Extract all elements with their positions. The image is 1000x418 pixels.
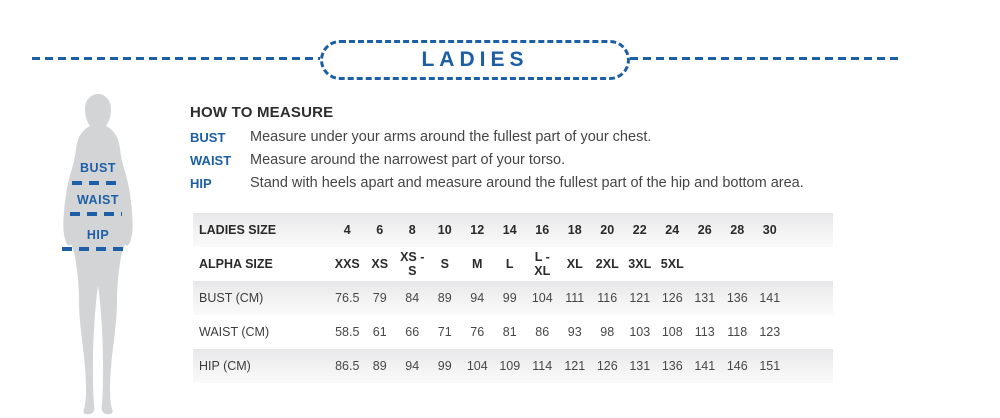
female-silhouette-graphic (46, 92, 150, 416)
table-cell: 28 (730, 223, 745, 237)
bust-instruction: Measure under your arms around the fullest part of your chest. (250, 129, 652, 145)
table-cell: 79 (372, 291, 387, 305)
table-cell: 76.5 (335, 291, 360, 305)
table-cell: 116 (597, 291, 618, 305)
table-cell: 123 (759, 325, 781, 339)
female-silhouette (46, 92, 150, 416)
bust-dashed-line (72, 181, 122, 185)
table-cell: 20 (600, 223, 615, 237)
table-cell: 12 (470, 223, 485, 237)
measure-guide (190, 104, 890, 191)
hip-dashed-line (62, 247, 128, 251)
table-cell: 126 (596, 359, 618, 373)
size-table (193, 213, 833, 383)
table-cell: 26 (697, 223, 712, 237)
figure-waist-label: WAIST (76, 193, 120, 207)
table-cell: 76 (470, 325, 485, 339)
table-row (193, 281, 833, 315)
waist-dashed-line (70, 212, 122, 216)
table-cell: 71 (437, 325, 452, 339)
table-cell: 121 (564, 359, 586, 373)
waist-instruction: Measure around the narrowest part of your torso. (250, 152, 566, 168)
table-cell: 93 (567, 325, 582, 339)
table-cell: 94 (405, 359, 420, 373)
table-cell: S (440, 257, 449, 271)
table-cell: 14 (502, 223, 517, 237)
table-cell: 2XL (595, 257, 619, 271)
table-cell: 136 (661, 359, 683, 373)
table-cell: XL (566, 257, 583, 271)
measure-instructions (190, 129, 890, 191)
table-cell: 22 (632, 223, 647, 237)
bust-label: BUST (190, 130, 226, 145)
table-cell: 104 (531, 291, 553, 305)
table-cell: 61 (372, 325, 387, 339)
hip-label: HIP (190, 176, 212, 191)
table-cell: 89 (437, 291, 452, 305)
table-cell: 141 (759, 291, 781, 305)
table-cell: 104 (466, 359, 488, 373)
table-cell: XS (371, 257, 389, 271)
table-cell: 103 (629, 325, 651, 339)
table-cell: 113 (694, 325, 715, 339)
table-cell: 151 (759, 359, 781, 373)
table-cell: L (505, 257, 514, 271)
dashed-divider-left (32, 57, 320, 60)
table-cell: 81 (502, 325, 517, 339)
table-cell: 99 (502, 291, 517, 305)
table-cell: 24 (665, 223, 680, 237)
table-row-label: LADIES SIZE (199, 223, 277, 237)
table-cell: 30 (762, 223, 777, 237)
table-cell: 10 (437, 223, 452, 237)
table-row (193, 315, 833, 349)
figure-hip-label: HIP (86, 228, 110, 242)
table-cell: 131 (629, 359, 651, 373)
table-row-label: BUST (CM) (199, 291, 264, 305)
table-cell: 86.5 (335, 359, 360, 373)
table-cell: XXS (334, 257, 360, 271)
hip-instruction: Stand with heels apart and measure around the fullest part of the hip and bottom area. (250, 175, 804, 191)
table-cell: 6 (376, 223, 384, 237)
waist-label: WAIST (190, 153, 232, 168)
table-row (193, 349, 833, 383)
ladies-badge (320, 40, 630, 80)
table-cell: 109 (499, 359, 521, 373)
table-cell: XS - S (400, 250, 425, 278)
table-cell: 66 (405, 325, 420, 339)
table-cell: 16 (535, 223, 550, 237)
table-row-label: ALPHA SIZE (199, 257, 273, 271)
table-row (193, 247, 833, 281)
table-cell: 8 (408, 223, 416, 237)
table-cell: 108 (661, 325, 683, 339)
table-cell: 58.5 (335, 325, 360, 339)
table-cell: 18 (567, 223, 582, 237)
table-cell: 86 (535, 325, 550, 339)
table-row-label: WAIST (CM) (199, 325, 270, 339)
table-cell: 3XL (628, 257, 652, 271)
table-cell: 114 (532, 359, 553, 373)
table-cell: 98 (600, 325, 615, 339)
table-row-label: HIP (CM) (199, 359, 251, 373)
table-cell: 84 (405, 291, 420, 305)
table-cell: M (472, 257, 483, 271)
figure-bust-label: BUST (79, 161, 117, 175)
table-cell: 131 (694, 291, 716, 305)
table-cell: 118 (727, 325, 748, 339)
dashed-divider-right (630, 57, 902, 60)
table-cell: 146 (726, 359, 748, 373)
table-cell: L - XL (534, 250, 551, 278)
table-cell: 136 (726, 291, 748, 305)
table-cell: 89 (372, 359, 387, 373)
table-cell: 4 (343, 223, 351, 237)
table-cell: 121 (629, 291, 651, 305)
table-cell: 111 (565, 291, 585, 305)
table-cell: 94 (470, 291, 485, 305)
table-cell: 99 (437, 359, 452, 373)
table-row (193, 213, 833, 247)
section-title: LADIES (421, 48, 529, 71)
table-cell: 5XL (660, 257, 684, 271)
table-cell: 126 (661, 291, 683, 305)
table-cell: 141 (694, 359, 716, 373)
how-to-measure-title: HOW TO MEASURE (190, 104, 334, 121)
